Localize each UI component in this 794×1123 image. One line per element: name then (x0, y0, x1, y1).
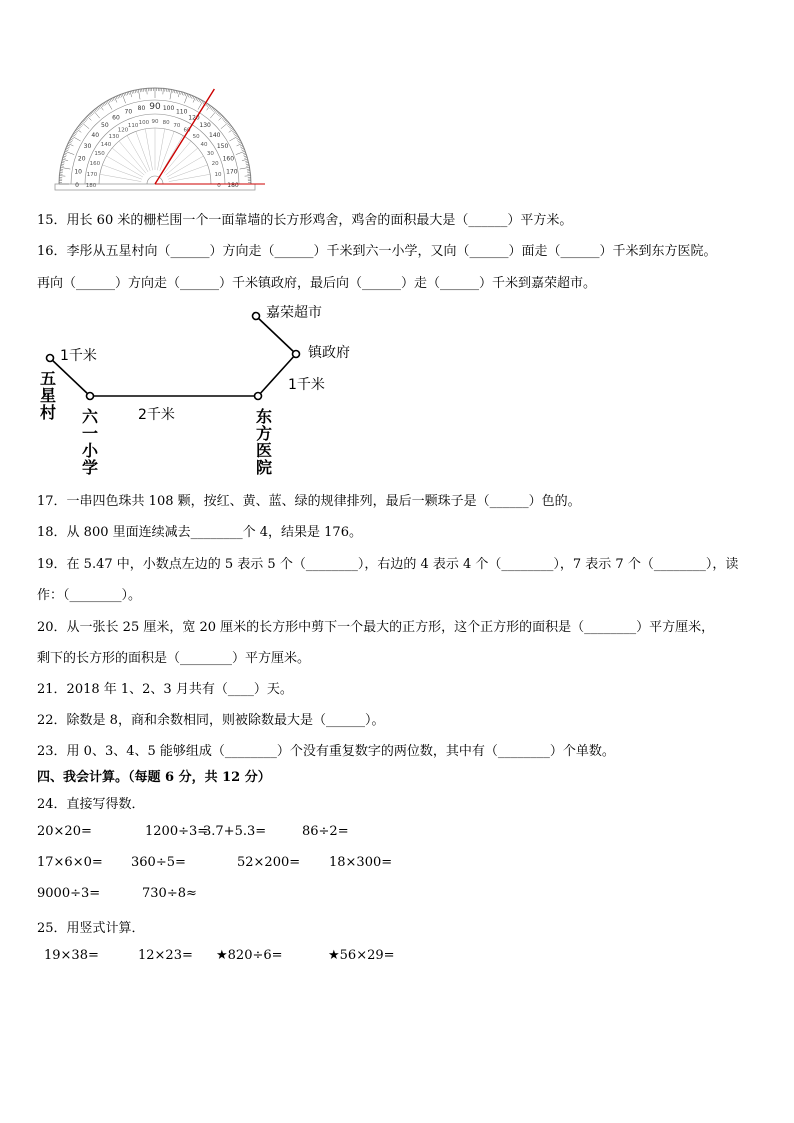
angle-ray-line (155, 89, 214, 184)
protractor-tick (124, 93, 125, 96)
label-dongfang: 医 (255, 441, 273, 460)
protractor-outer-label: 170 (226, 168, 238, 176)
protractor-tick (217, 113, 219, 115)
protractor-tick (212, 108, 214, 110)
protractor-inner-label: 170 (86, 171, 98, 178)
protractor-inner-label: 50 (192, 133, 200, 140)
protractor-tick (70, 139, 73, 140)
point-liuyi (87, 393, 94, 400)
protractor-tick (101, 104, 103, 106)
protractor-tick (222, 117, 224, 119)
calc-item: 17×6×0= (37, 855, 103, 870)
protractor-tick (137, 90, 138, 93)
label-wuxing: 五 (39, 369, 57, 388)
protractor-inner-label: 60 (183, 127, 191, 134)
protractor-tick (173, 90, 174, 93)
protractor-tick (182, 92, 183, 95)
point-jiarong (253, 313, 260, 320)
protractor-tick (243, 153, 246, 154)
label-dist-1: 1千米 (60, 348, 97, 364)
protractor-tick (61, 162, 64, 163)
protractor-tick (138, 89, 140, 99)
protractor-tick (184, 94, 187, 103)
protractor-tick (211, 107, 213, 109)
label-jiarong: 嘉荣超市 (266, 305, 322, 321)
label-dongfang: 东 (255, 407, 273, 426)
protractor-tick (245, 161, 248, 162)
calc-item: 86÷2= (302, 824, 349, 839)
protractor-tick (214, 109, 216, 111)
protractor-tick (216, 112, 218, 114)
protractor-tick (241, 146, 244, 147)
protractor-inner-label: 10 (214, 171, 222, 178)
calc-item: 12×23= (138, 948, 193, 963)
protractor-tick (235, 135, 238, 137)
protractor-outer-label: 70 (124, 108, 133, 116)
protractor-outer-label: 60 (112, 114, 120, 122)
protractor-outer-label: 20 (77, 155, 86, 163)
question-20-line-1: 20．从一张长 25 厘米，宽 20 厘米的长方形中剪下一个最大的正方形，这个正方形的面积是（________）平方厘米， (37, 620, 715, 635)
calc-item: 19×38= (44, 948, 99, 963)
calc-item: ★56×29= (328, 948, 395, 963)
protractor-tick (239, 142, 242, 143)
protractor-tick (163, 88, 164, 94)
protractor-tick (100, 105, 103, 110)
protractor-tick (133, 90, 134, 93)
question-25-title: 25．用竖式计算． (37, 921, 145, 936)
protractor-inner-label: 0 (217, 183, 221, 189)
calc-item: 730÷8≈ (142, 886, 197, 901)
protractor-outer-label: 140 (209, 131, 221, 139)
label-dongfang: 院 (255, 458, 273, 477)
protractor-outer-label: 30 (83, 143, 92, 150)
label-zhenzhengfu: 镇政府 (308, 345, 350, 361)
point-dongfang (255, 393, 262, 400)
protractor-outer-label: 100 (162, 105, 175, 113)
question-20-line-2: 剩下的长方形的面积是（________）平方厘米。 (37, 651, 311, 666)
protractor-tick (237, 139, 240, 140)
label-dist-3: 1千米 (288, 377, 325, 393)
protractor-tick (66, 148, 69, 149)
protractor-tick (246, 164, 249, 165)
protractor-tick (236, 137, 239, 138)
protractor-tick (177, 91, 178, 94)
question-21: 21．2018 年 1、2、3 月共有（____）天。 (37, 682, 293, 697)
protractor-tick (64, 154, 67, 155)
protractor-ray (169, 174, 210, 181)
label-dist-2: 2千米 (138, 407, 175, 423)
calc-item: 20×20= (37, 824, 92, 839)
label-liuyi: 学 (81, 458, 99, 477)
protractor-tick (135, 90, 136, 93)
protractor-tick (121, 94, 122, 97)
protractor-tick (116, 96, 117, 99)
protractor-tick (197, 98, 198, 101)
question-22: 22．除数是 8，商和余数相同，则被除数最大是（______）。 (37, 713, 385, 728)
protractor-outer-label: 160 (222, 155, 235, 163)
protractor-tick (243, 154, 246, 155)
question-16-line-1: 16．李彤从五星村向（______）方向走（______）千米到六一小学，又向（______）面走（______）千米到东方医院。 (37, 244, 717, 259)
calc-item: 52×200= (237, 855, 301, 870)
protractor-tick (65, 151, 74, 154)
protractor-tick (190, 95, 191, 98)
question-17: 17．一串四色珠共 108 颗，按红、黄、蓝、绿的规律排列，最后一颗珠子是（______）色的。 (37, 494, 581, 509)
protractor-outer-label: 80 (137, 105, 146, 113)
protractor-tick (74, 133, 77, 135)
protractor-tick (106, 102, 108, 105)
question-23: 23．用 0、3、4、5 能够组成（________）个没有重复数字的两位数，其中有（________）个单数。 (37, 744, 615, 759)
protractor-tick (147, 88, 148, 94)
protractor-tick (184, 93, 185, 96)
protractor-tick (225, 121, 227, 123)
protractor-inner-label: 80 (162, 119, 170, 126)
protractor-tick (240, 167, 250, 169)
label-wuxing: 星 (39, 386, 57, 405)
calc-item: 360÷5= (131, 855, 186, 870)
protractor-tick (65, 150, 68, 151)
protractor-tick (99, 106, 101, 108)
question-15: 15．用长 60 米的栅栏围一个一面靠墙的长方形鸡舍，鸡舍的面积最大是（______）平方米。 (37, 213, 573, 228)
protractor-tick (125, 93, 126, 96)
protractor-tick (174, 90, 175, 93)
protractor-tick (242, 159, 248, 161)
protractor-tick (119, 95, 120, 98)
protractor-ray (162, 136, 183, 172)
protractor-inner-label: 90 (151, 119, 159, 125)
protractor-tick (188, 94, 189, 97)
calc-item: 1200÷3= (145, 824, 209, 839)
protractor-outer-label: 10 (74, 168, 83, 176)
protractor-tick (61, 166, 64, 167)
label-liuyi: 小 (81, 441, 99, 460)
protractor-tick (241, 148, 244, 149)
protractor-tick (238, 140, 241, 141)
protractor-tick (233, 132, 236, 134)
protractor-tick (170, 89, 172, 99)
protractor-tick (240, 145, 243, 146)
calc-item: 3.7+5.3= (203, 824, 267, 839)
protractor-tick (196, 98, 197, 101)
protractor-tick (229, 126, 231, 128)
protractor-tick (78, 126, 80, 128)
protractor-tick (210, 106, 212, 108)
protractor-inner-label: 120 (117, 127, 129, 134)
protractor-ray (100, 174, 141, 181)
protractor-outer-label: 40 (91, 131, 100, 139)
protractor-tick (62, 159, 68, 161)
label-liuyi: 一 (81, 424, 99, 443)
protractor-tick (97, 107, 99, 109)
protractor-tick (130, 91, 132, 97)
protractor-tick (64, 153, 67, 154)
protractor-inner-label: 160 (89, 161, 101, 168)
protractor-tick (191, 96, 192, 99)
protractor-ray (168, 165, 207, 179)
protractor-tick (108, 100, 109, 103)
protractor-tick (127, 92, 128, 95)
question-19-line-1: 19．在 5.47 中，小数点左边的 5 表示 5 个（________），右边的 4 表示 4 个（________），7 表示 7 个（________），读 (37, 557, 739, 572)
calc-item: ★820÷6= (216, 948, 283, 963)
point-wuxing (47, 355, 54, 362)
protractor-inner-label: 110 (127, 122, 139, 129)
protractor-tick (176, 90, 177, 93)
protractor-tick (92, 112, 94, 114)
protractor-tick (73, 135, 76, 137)
protractor-tick (83, 121, 85, 123)
label-wuxing: 村 (39, 403, 57, 422)
protractor-figure (48, 86, 270, 194)
protractor-tick (90, 114, 92, 116)
protractor-tick (193, 96, 194, 99)
protractor-tick (203, 102, 205, 105)
protractor-ray (167, 156, 203, 177)
protractor-tick (96, 108, 98, 110)
label-dongfang: 方 (255, 424, 273, 443)
protractor-inner-label: 40 (200, 141, 208, 148)
protractor-tick (113, 98, 114, 101)
protractor-tick (111, 98, 112, 101)
protractor-tick (117, 96, 118, 99)
protractor-outer-label: 110 (175, 108, 188, 116)
protractor-tick (122, 94, 125, 103)
protractor-tick (227, 124, 229, 126)
protractor-tick (79, 125, 81, 127)
protractor-outer-label: 120 (188, 114, 200, 122)
protractor-tick (59, 176, 65, 177)
calc-item: 9000÷3= (37, 886, 101, 901)
protractor-tick (74, 132, 77, 134)
protractor-tick (219, 116, 223, 120)
protractor-outer-label: 50 (101, 122, 109, 130)
protractor-tick (85, 119, 87, 121)
label-liuyi: 六 (81, 407, 99, 426)
protractor-inner-label: 30 (206, 151, 214, 157)
protractor-tick (67, 145, 70, 146)
protractor-tick (61, 164, 64, 165)
protractor-tick (228, 125, 230, 127)
question-24-title: 24．直接写得数． (37, 797, 145, 812)
protractor-tick (246, 166, 249, 167)
segment-zhenzhengfu-jiarong (256, 316, 296, 354)
protractor-tick (230, 128, 232, 130)
protractor-tick (77, 128, 79, 130)
protractor-tick (236, 151, 245, 154)
protractor-inner-label: 140 (100, 141, 112, 148)
protractor-tick (245, 176, 251, 177)
protractor-tick (110, 99, 111, 102)
protractor-tick (104, 103, 106, 106)
protractor-tick (129, 92, 130, 95)
protractor-outer-label: 180 (227, 182, 239, 189)
protractor-tick (69, 142, 72, 143)
protractor-tick (84, 120, 86, 122)
protractor-ray (102, 165, 141, 179)
protractor-inner-label: 150 (94, 151, 105, 157)
protractor-tick (91, 113, 93, 115)
point-zhenzhengfu (293, 351, 300, 358)
question-18: 18．从 800 里面连续减去________个 4，结果是 176。 (37, 525, 362, 540)
protractor-ray (127, 136, 148, 172)
protractor-tick (63, 156, 66, 157)
protractor-outer-label: 0 (75, 182, 79, 189)
section-4-title: 四、我会计算。（每题 6 分，共 12 分） (37, 770, 271, 785)
protractor-inner-label: 100 (138, 119, 150, 126)
protractor-tick (244, 156, 247, 157)
protractor-inner-label: 130 (108, 133, 120, 140)
protractor-outer-label: 150 (216, 143, 229, 150)
protractor-tick (75, 130, 77, 132)
protractor-tick (207, 105, 210, 110)
protractor-tick (229, 129, 234, 132)
protractor-tick (95, 109, 97, 111)
protractor-tick (80, 124, 82, 126)
protractor-tick (67, 146, 70, 147)
protractor-tick (86, 117, 88, 119)
protractor-tick (218, 114, 220, 116)
protractor-outer-label: 90 (149, 102, 161, 112)
protractor-tick (224, 120, 226, 122)
protractor-inner-label: 20 (211, 161, 219, 168)
protractor-tick (181, 92, 182, 95)
protractor-ray (145, 129, 152, 170)
protractor-tick (223, 119, 225, 121)
calc-item: 18×300= (329, 855, 393, 870)
protractor-tick (88, 115, 90, 117)
protractor-tick (200, 100, 201, 103)
protractor-tick (234, 133, 237, 135)
protractor-outer-label: 130 (199, 122, 211, 130)
protractor-tick (62, 161, 65, 162)
protractor-tick (76, 129, 81, 132)
protractor-tick (103, 103, 105, 106)
route-map (38, 298, 358, 480)
question-16-line-2: 再向（______）方向走（______）千米镇政府，最后向（______）走（______）千米到嘉荣超市。 (37, 276, 597, 291)
protractor-inner-label: 180 (85, 183, 97, 189)
protractor-tick (199, 99, 200, 102)
protractor-tick (63, 158, 66, 159)
protractor-tick (220, 115, 222, 117)
question-19-line-2: 作：（________）。 (37, 588, 142, 603)
protractor-inner-label: 70 (173, 122, 181, 129)
protractor-tick (87, 116, 91, 120)
protractor-tick (242, 150, 245, 151)
protractor-tick (60, 167, 70, 169)
protractor-ray (157, 129, 164, 170)
protractor-tick (185, 93, 186, 96)
protractor-tick (132, 91, 133, 94)
protractor-tick (244, 158, 247, 159)
protractor-tick (232, 130, 234, 132)
protractor-tick (178, 91, 180, 97)
protractor-tick (207, 104, 209, 106)
protractor-tick (71, 137, 74, 138)
protractor-ray (107, 156, 143, 177)
protractor-tick (246, 162, 249, 163)
protractor-ray (136, 131, 150, 170)
protractor-tick (69, 140, 72, 141)
